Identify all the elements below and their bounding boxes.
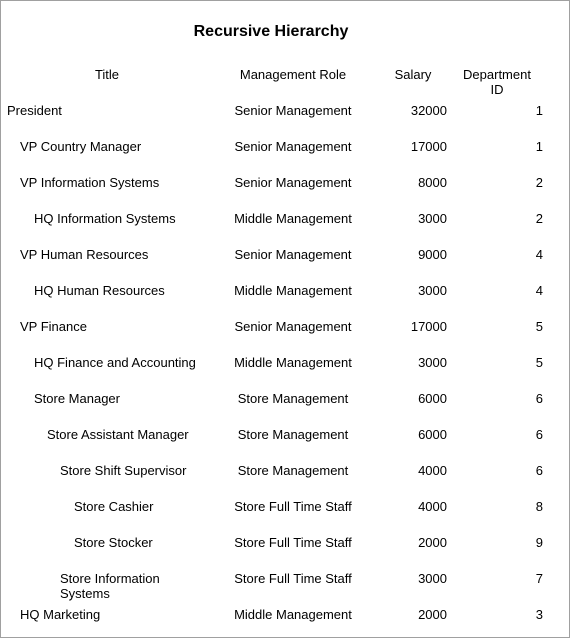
row-title: Store Manager xyxy=(34,391,120,406)
row-department-id: 6 xyxy=(535,463,543,478)
table-row xyxy=(1,283,569,319)
column-header-title: Title xyxy=(94,67,120,82)
row-title: VP Finance xyxy=(20,319,87,334)
row-salary: 3000 xyxy=(418,355,447,370)
row-management-role: Store Full Time Staff xyxy=(234,571,352,586)
row-management-role: Store Management xyxy=(237,427,349,442)
table-row xyxy=(1,499,569,535)
table-header xyxy=(1,67,569,101)
column-header-management-role: Management Role xyxy=(239,67,347,82)
row-department-id: 6 xyxy=(535,427,543,442)
row-salary: 6000 xyxy=(418,391,447,406)
row-salary: 2000 xyxy=(418,535,447,550)
row-salary: 32000 xyxy=(410,103,447,118)
table-row xyxy=(1,175,569,211)
row-title: Store Information Systems xyxy=(60,571,160,601)
table-row xyxy=(1,247,569,283)
report-title: Recursive Hierarchy xyxy=(193,23,349,40)
row-department-id: 7 xyxy=(535,571,543,586)
table-row xyxy=(1,571,569,607)
row-title: VP Human Resources xyxy=(20,247,149,262)
table-row xyxy=(1,139,569,175)
table-row xyxy=(1,355,569,391)
row-salary: 4000 xyxy=(418,499,447,514)
table-row xyxy=(1,391,569,427)
row-title: Store Cashier xyxy=(74,499,154,514)
row-management-role: Middle Management xyxy=(234,355,352,370)
row-title: HQ Human Resources xyxy=(34,283,165,298)
table-row xyxy=(1,427,569,463)
row-management-role: Store Full Time Staff xyxy=(234,499,352,514)
row-title: President xyxy=(7,103,62,118)
table-row xyxy=(1,463,569,499)
row-management-role: Middle Management xyxy=(234,211,352,226)
table-row xyxy=(1,103,569,139)
row-title: Store Stocker xyxy=(74,535,153,550)
row-management-role: Middle Management xyxy=(234,283,352,298)
row-title: HQ Information Systems xyxy=(34,211,176,226)
row-department-id: 2 xyxy=(535,211,543,226)
row-salary: 9000 xyxy=(418,247,447,262)
row-department-id: 4 xyxy=(535,283,543,298)
row-salary: 3000 xyxy=(418,211,447,226)
table-body xyxy=(1,103,569,638)
row-management-role: Store Management xyxy=(237,463,349,478)
row-management-role: Senior Management xyxy=(234,175,352,190)
row-department-id: 5 xyxy=(535,355,543,370)
row-management-role: Senior Management xyxy=(234,247,352,262)
row-title: HQ Finance and Accounting xyxy=(34,355,196,370)
row-department-id: 8 xyxy=(535,499,543,514)
row-title: HQ Marketing xyxy=(20,607,101,622)
table-row xyxy=(1,607,569,638)
row-department-id: 4 xyxy=(535,247,543,262)
table-row xyxy=(1,535,569,571)
row-department-id: 1 xyxy=(535,103,543,118)
row-title: VP Information Systems xyxy=(20,175,160,190)
column-header-salary: Salary xyxy=(394,67,432,82)
row-department-id: 3 xyxy=(535,607,543,622)
row-management-role: Store Management xyxy=(237,391,349,406)
row-management-role: Senior Management xyxy=(234,319,352,334)
row-management-role: Middle Management xyxy=(234,607,352,622)
row-salary: 2000 xyxy=(418,607,447,622)
row-management-role: Store Full Time Staff xyxy=(234,535,352,550)
row-department-id: 5 xyxy=(535,319,543,334)
row-management-role: Senior Management xyxy=(234,103,352,118)
table-row xyxy=(1,211,569,247)
row-salary: 3000 xyxy=(418,283,447,298)
row-department-id: 1 xyxy=(535,139,543,154)
row-title: Store Shift Supervisor xyxy=(60,463,187,478)
row-department-id: 9 xyxy=(535,535,543,550)
row-salary: 17000 xyxy=(410,319,447,334)
row-salary: 17000 xyxy=(410,139,447,154)
column-header-department-id: Department ID xyxy=(463,67,531,97)
row-department-id: 2 xyxy=(535,175,543,190)
row-salary: 4000 xyxy=(418,463,447,478)
row-salary: 3000 xyxy=(418,571,447,586)
row-salary: 6000 xyxy=(418,427,447,442)
row-title: Store Assistant Manager xyxy=(47,427,189,442)
row-salary: 8000 xyxy=(418,175,447,190)
row-title: VP Country Manager xyxy=(20,139,142,154)
table-row xyxy=(1,319,569,355)
row-management-role: Senior Management xyxy=(234,139,352,154)
row-department-id: 6 xyxy=(535,391,543,406)
